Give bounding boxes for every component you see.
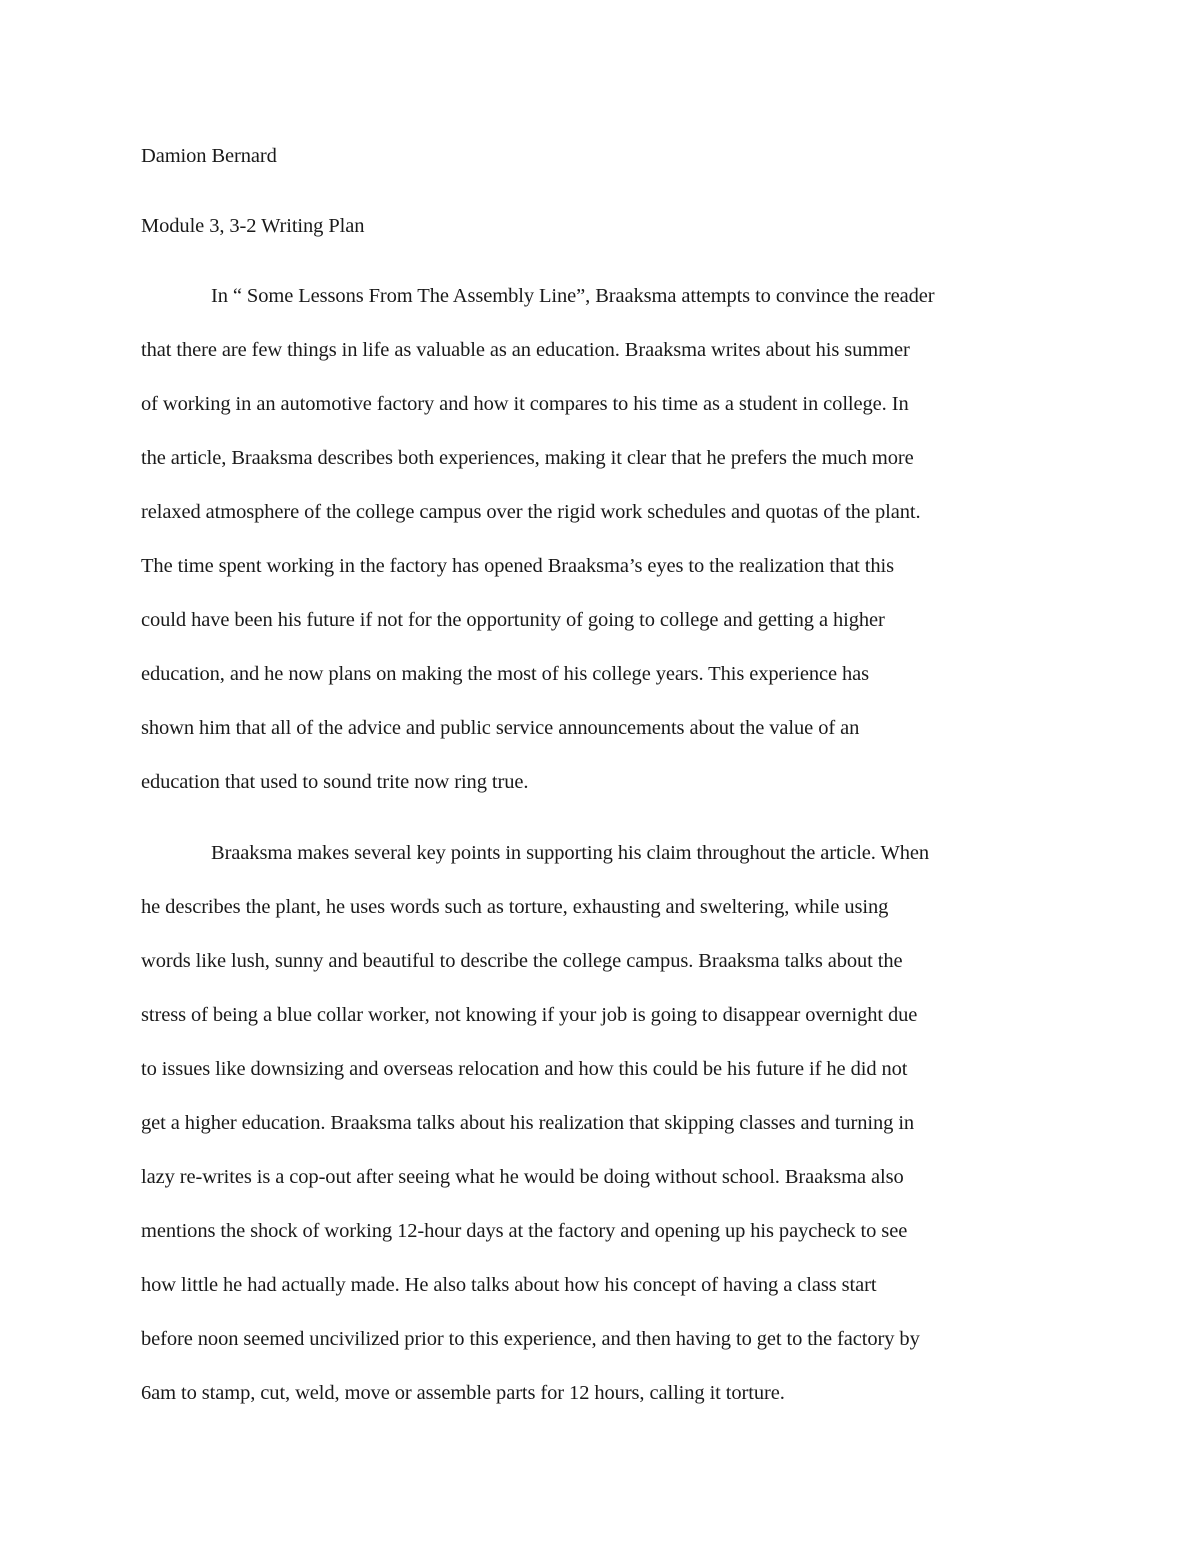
paragraph-line: words like lush, sunny and beautiful to describe the college campus. Braaksma talks about the: [141, 950, 903, 972]
paragraph-line: Braaksma makes several key points in supporting his claim throughout the article. When: [211, 842, 930, 864]
paragraph-line: shown him that all of the advice and public service announcements about the value of an: [141, 717, 860, 739]
paragraph-line: the article, Braaksma describes both experiences, making it clear that he prefers the much more: [141, 447, 914, 469]
author-name: Damion Bernard: [141, 145, 277, 167]
paragraph-line: 6am to stamp, cut, weld, move or assemble parts for 12 hours, calling it torture.: [141, 1382, 785, 1404]
assignment-title: Module 3, 3-2 Writing Plan: [141, 215, 365, 237]
paragraph-line: get a higher education. Braaksma talks about his realization that skipping classes and turning in: [141, 1112, 915, 1134]
paragraph-line: he describes the plant, he uses words such as torture, exhausting and sweltering, while using: [141, 896, 889, 918]
paragraph-line: In “ Some Lessons From The Assembly Line”, Braaksma attempts to convince the reader: [211, 285, 935, 307]
paragraph-line: to issues like downsizing and overseas relocation and how this could be his future if he did not: [141, 1058, 908, 1080]
paragraph-line: The time spent working in the factory has opened Braaksma’s eyes to the realization that this: [141, 555, 894, 577]
paragraph-line: lazy re-writes is a cop-out after seeing what he would be doing without school. Braaksma also: [141, 1166, 904, 1188]
paragraph-line: education, and he now plans on making the most of his college years. This experience has: [141, 663, 870, 685]
paragraph-line: could have been his future if not for the opportunity of going to college and getting a higher: [141, 609, 885, 631]
paragraph-line: education that used to sound trite now ring true.: [141, 771, 529, 793]
paragraph-line: stress of being a blue collar worker, not knowing if your job is going to disappear overnight due: [141, 1004, 918, 1026]
paragraph-line: mentions the shock of working 12-hour days at the factory and opening up his paycheck to see: [141, 1220, 908, 1242]
paragraph-line: how little he had actually made. He also talks about how his concept of having a class start: [141, 1274, 877, 1296]
paragraph-line: of working in an automotive factory and how it compares to his time as a student in college. In: [141, 393, 909, 415]
paragraph-line: relaxed atmosphere of the college campus over the rigid work schedules and quotas of the plant.: [141, 501, 921, 523]
paragraph-line: before noon seemed uncivilized prior to this experience, and then having to get to the factory by: [141, 1328, 920, 1350]
paragraph-line: that there are few things in life as valuable as an education. Braaksma writes about his summer: [141, 339, 910, 361]
